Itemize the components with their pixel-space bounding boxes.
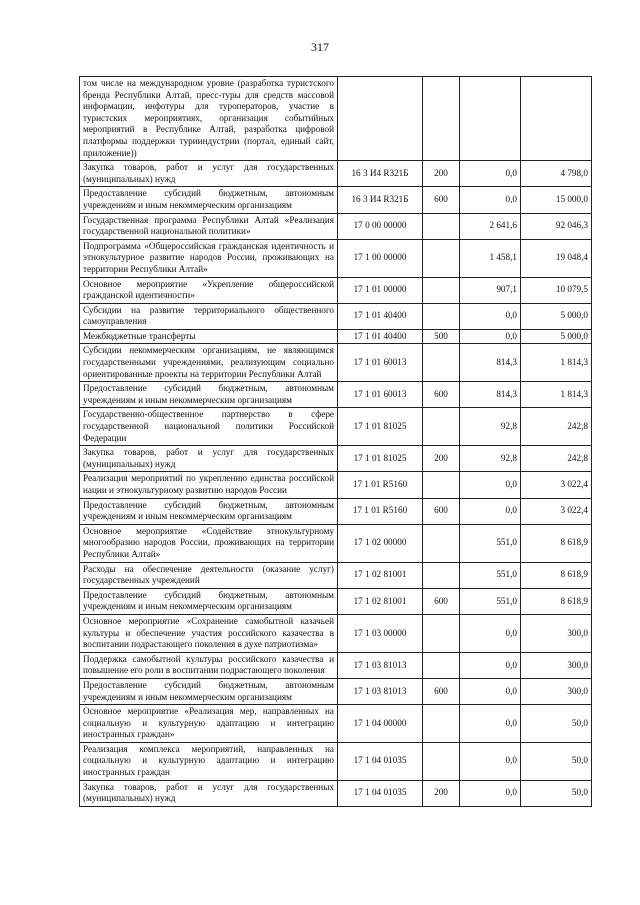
row-amount-1-cell: 814,3 (460, 344, 521, 382)
row-amount-2-cell: 50,0 (521, 742, 592, 780)
row-expense-type-cell (423, 562, 460, 588)
row-amount-2-cell (521, 77, 592, 161)
row-name-cell: Закупка товаров, работ и услуг для государственных (муниципальных) нужд (80, 161, 338, 187)
row-expense-type-cell (423, 77, 460, 161)
row-amount-1-cell: 0,0 (460, 678, 521, 704)
row-amount-1-cell: 907,1 (460, 277, 521, 303)
row-amount-2-cell: 300,0 (521, 678, 592, 704)
row-expense-type-cell (423, 524, 460, 562)
row-amount-1-cell: 814,3 (460, 382, 521, 408)
row-code-cell: 17 1 01 40400 (338, 329, 423, 344)
row-code-cell: 17 1 02 81001 (338, 562, 423, 588)
table-row (80, 524, 592, 562)
row-amount-1-cell: 551,0 (460, 524, 521, 562)
row-amount-2-cell: 3 022,4 (521, 498, 592, 524)
row-expense-type-cell: 200 (423, 446, 460, 472)
row-amount-1-cell: 0,0 (460, 742, 521, 780)
row-name-cell: Основное мероприятие «Содействие этнокультурному многообразию народов России, проживающих на территории Республики Алтай» (80, 524, 338, 562)
row-code-cell: 17 1 01 81025 (338, 408, 423, 446)
row-code-cell: 16 3 И4 R321Б (338, 187, 423, 213)
row-amount-2-cell: 5 000,0 (521, 303, 592, 329)
row-code-cell: 17 1 04 01035 (338, 742, 423, 780)
row-code-cell: 17 1 02 81001 (338, 588, 423, 614)
table-row (80, 213, 592, 239)
row-amount-2-cell: 300,0 (521, 652, 592, 678)
table-row (80, 277, 592, 303)
row-name-cell: Предоставление субсидий бюджетным, автономным учреждениям и иным некоммерческим организациям (80, 678, 338, 704)
row-amount-1-cell: 551,0 (460, 562, 521, 588)
row-expense-type-cell: 600 (423, 187, 460, 213)
table-row (80, 705, 592, 743)
row-code-cell: 17 0 00 00000 (338, 213, 423, 239)
table-row (80, 588, 592, 614)
table-row (80, 472, 592, 498)
row-expense-type-cell (423, 472, 460, 498)
row-code-cell: 17 1 04 01035 (338, 780, 423, 806)
row-name-cell: Подпрограмма «Общероссийская гражданская идентичность и этнокультурное развитие народов России, проживающих на территории Республики Алтай» (80, 239, 338, 277)
page-number: 317 (311, 40, 329, 54)
row-code-cell: 17 1 01 60013 (338, 382, 423, 408)
row-expense-type-cell (423, 614, 460, 652)
row-amount-2-cell: 92 046,3 (521, 213, 592, 239)
row-expense-type-cell (423, 239, 460, 277)
row-name-cell: Основное мероприятие «Укрепление общероссийской гражданской идентичности» (80, 277, 338, 303)
row-expense-type-cell: 200 (423, 161, 460, 187)
row-amount-2-cell: 8 618,9 (521, 524, 592, 562)
row-expense-type-cell (423, 652, 460, 678)
row-code-cell: 17 1 03 81013 (338, 652, 423, 678)
row-expense-type-cell: 600 (423, 498, 460, 524)
row-amount-2-cell: 15 000,0 (521, 187, 592, 213)
row-name-cell: Основное мероприятие «Сохранение самобытной казачьей культуры и обеспечение участия российского казачества в воспитании подрастающего поколения в духе патриотизма» (80, 614, 338, 652)
row-amount-1-cell: 0,0 (460, 614, 521, 652)
budget-table (79, 76, 592, 807)
row-expense-type-cell (423, 742, 460, 780)
table-row (80, 780, 592, 806)
row-amount-1-cell: 92,8 (460, 408, 521, 446)
row-amount-2-cell: 19 048,4 (521, 239, 592, 277)
row-expense-type-cell (423, 344, 460, 382)
row-amount-2-cell: 50,0 (521, 780, 592, 806)
row-amount-1-cell (460, 77, 521, 161)
row-name-cell: Государственно-общественное партнерство в сфере государственной национальной политики Российской Федерации (80, 408, 338, 446)
row-name-cell: Государственная программа Республики Алтай «Реализация государственной национальной политики» (80, 213, 338, 239)
row-name-cell: Реализация комплекса мероприятий, направленных на социальную и культурную адаптацию и интеграцию иностранных граждан (80, 742, 338, 780)
row-amount-2-cell: 50,0 (521, 705, 592, 743)
row-code-cell: 17 1 04 00000 (338, 705, 423, 743)
row-name-cell: Реализация мероприятий по укреплению единства российской нации и этнокультурному развитию народов России (80, 472, 338, 498)
row-name-cell: Поддержка самобытной культуры российского казачества и повышение его роли в воспитании подрастающего поколения (80, 652, 338, 678)
row-amount-2-cell: 1 814,3 (521, 382, 592, 408)
row-code-cell: 17 1 01 R5160 (338, 498, 423, 524)
row-code-cell (338, 77, 423, 161)
table-row (80, 303, 592, 329)
row-amount-2-cell: 242,8 (521, 446, 592, 472)
row-code-cell: 17 1 01 R5160 (338, 472, 423, 498)
table-row (80, 329, 592, 344)
table-row (80, 344, 592, 382)
table-row (80, 678, 592, 704)
row-name-cell: Субсидии некоммерческим организациям, не являющимся государственными учреждениями, реализующим социально ориентированные проекты на территории Республики Алтай (80, 344, 338, 382)
row-amount-2-cell: 1 814,3 (521, 344, 592, 382)
row-amount-1-cell: 2 641,6 (460, 213, 521, 239)
row-name-cell: Предоставление субсидий бюджетным, автономным учреждениям и иным некоммерческим организациям (80, 498, 338, 524)
row-expense-type-cell: 500 (423, 329, 460, 344)
row-amount-1-cell: 92,8 (460, 446, 521, 472)
row-code-cell: 17 1 01 60013 (338, 344, 423, 382)
row-expense-type-cell (423, 213, 460, 239)
row-name-cell: Основное мероприятие «Реализация мер, направленных на социальную и культурную адаптацию и интеграцию иностранных граждан» (80, 705, 338, 743)
row-amount-1-cell: 0,0 (460, 329, 521, 344)
table-row (80, 446, 592, 472)
table-row (80, 498, 592, 524)
row-name-cell: Предоставление субсидий бюджетным, автономным учреждениям и иным некоммерческим организациям (80, 588, 338, 614)
table-row (80, 187, 592, 213)
table-row (80, 382, 592, 408)
row-code-cell: 17 1 01 40400 (338, 303, 423, 329)
row-code-cell: 17 1 01 00000 (338, 277, 423, 303)
row-name-cell: том числе на международном уровне (разработка туристского бренда Республики Алтай, пресс-туры для средств массовой информации, инфотуры для туроператоров, участие в туристских мероприятиях, организация событийных мероприятий в Республике Алтай, разработка цифровой платформы поддержки турииндустрии (портал, единый сайт, приложение)) (80, 77, 338, 161)
budget-table-body (80, 77, 592, 807)
row-amount-1-cell: 0,0 (460, 472, 521, 498)
row-name-cell: Расходы на обеспечение деятельности (оказание услуг) государственных учреждений (80, 562, 338, 588)
row-name-cell: Закупка товаров, работ и услуг для государственных (муниципальных) нужд (80, 446, 338, 472)
row-amount-1-cell: 0,0 (460, 498, 521, 524)
row-amount-1-cell: 551,0 (460, 588, 521, 614)
row-amount-1-cell: 1 458,1 (460, 239, 521, 277)
row-code-cell: 17 1 03 00000 (338, 614, 423, 652)
row-expense-type-cell (423, 277, 460, 303)
row-amount-1-cell: 0,0 (460, 780, 521, 806)
row-code-cell: 16 3 И4 R321Б (338, 161, 423, 187)
row-amount-1-cell: 0,0 (460, 187, 521, 213)
row-expense-type-cell (423, 408, 460, 446)
row-amount-2-cell: 300,0 (521, 614, 592, 652)
table-row (80, 652, 592, 678)
row-amount-1-cell: 0,0 (460, 161, 521, 187)
row-amount-2-cell: 10 079,5 (521, 277, 592, 303)
row-expense-type-cell (423, 303, 460, 329)
row-name-cell: Межбюджетные трансферты (80, 329, 338, 344)
row-code-cell: 17 1 00 00000 (338, 239, 423, 277)
row-code-cell: 17 1 01 81025 (338, 446, 423, 472)
row-code-cell: 17 1 02 00000 (338, 524, 423, 562)
row-expense-type-cell: 600 (423, 588, 460, 614)
row-amount-1-cell: 0,0 (460, 705, 521, 743)
table-row (80, 742, 592, 780)
row-expense-type-cell: 600 (423, 382, 460, 408)
row-name-cell: Субсидии на развитие территориального общественного самоуправления (80, 303, 338, 329)
row-name-cell: Закупка товаров, работ и услуг для государственных (муниципальных) нужд (80, 780, 338, 806)
row-name-cell: Предоставление субсидий бюджетным, автономным учреждениям и иным некоммерческим организациям (80, 382, 338, 408)
table-row (80, 239, 592, 277)
row-amount-2-cell: 4 798,0 (521, 161, 592, 187)
table-row (80, 562, 592, 588)
row-code-cell: 17 1 03 81013 (338, 678, 423, 704)
table-row (80, 614, 592, 652)
table-row (80, 161, 592, 187)
table-row (80, 408, 592, 446)
table-row (80, 77, 592, 161)
row-amount-1-cell: 0,0 (460, 303, 521, 329)
row-expense-type-cell: 600 (423, 678, 460, 704)
row-amount-1-cell: 0,0 (460, 652, 521, 678)
row-expense-type-cell: 200 (423, 780, 460, 806)
row-name-cell: Предоставление субсидий бюджетным, автономным учреждениям и иным некоммерческим организациям (80, 187, 338, 213)
row-amount-2-cell: 3 022,4 (521, 472, 592, 498)
row-amount-2-cell: 242,8 (521, 408, 592, 446)
row-amount-2-cell: 8 618,9 (521, 588, 592, 614)
row-amount-2-cell: 8 618,9 (521, 562, 592, 588)
row-expense-type-cell (423, 705, 460, 743)
row-amount-2-cell: 5 000,0 (521, 329, 592, 344)
